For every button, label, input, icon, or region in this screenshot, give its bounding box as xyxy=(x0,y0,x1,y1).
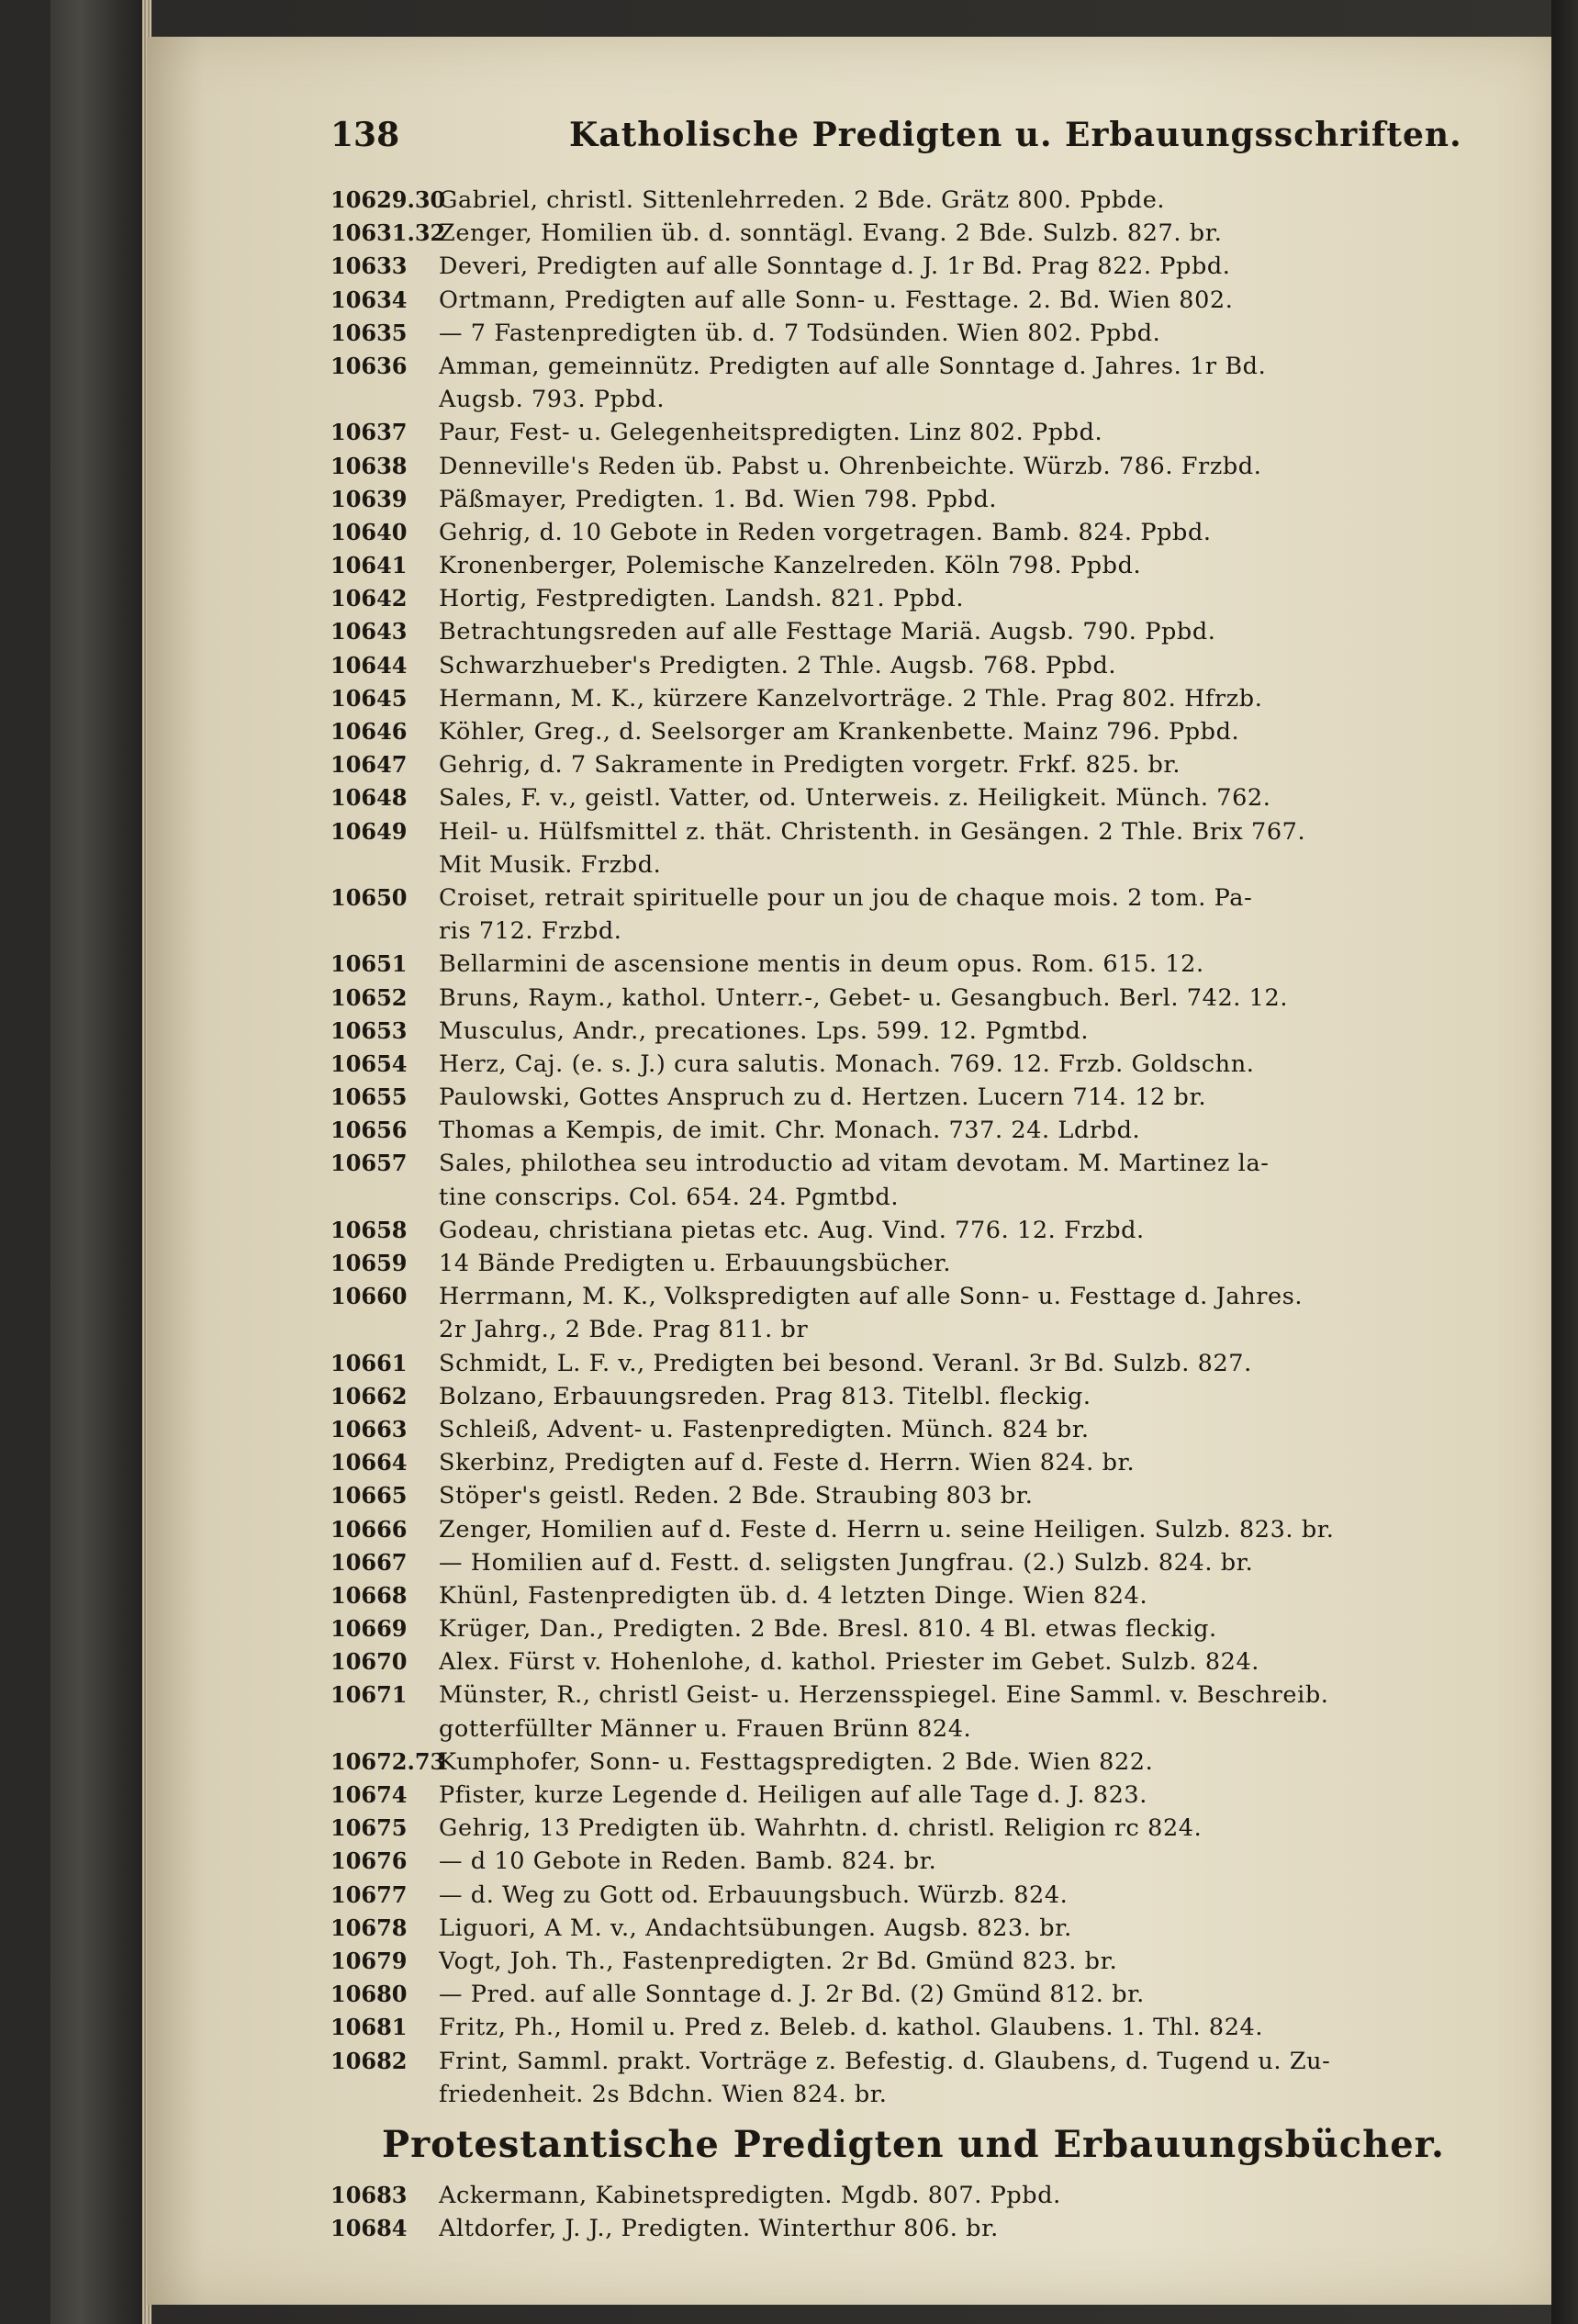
entry-text: Schleiß, Advent- u. Fastenpredigten. Münch. 824 br. xyxy=(439,1415,1090,1443)
entry-number: 10657 xyxy=(330,1150,408,1177)
entry-text: Bolzano, Erbauungsreden. Prag 813. Titelbl. fleckig. xyxy=(439,1382,1091,1410)
catalog-entry xyxy=(330,383,1460,416)
catalog-entry xyxy=(330,516,1460,549)
entry-number: 10641 xyxy=(330,552,408,579)
entry-number: 10675 xyxy=(330,1814,408,1842)
entry-text: Gehrig, d. 10 Gebote in Reden vorgetragen. Bamb. 824. Ppbd. xyxy=(439,518,1212,546)
entry-text: Schwarzhueber's Predigten. 2 Thle. Augsb. 768. Ppbd. xyxy=(439,651,1117,679)
entry-number: 10653 xyxy=(330,1016,408,1044)
catalog-entry xyxy=(330,781,1460,814)
entry-text: Kronenberger, Polemische Kanzelreden. Köln 798. Ppbd. xyxy=(439,552,1142,580)
catalog-entry xyxy=(330,649,1460,682)
catalog-entry xyxy=(330,1147,1460,1180)
catalog-entry xyxy=(330,815,1460,848)
catalog-entry xyxy=(330,416,1460,449)
catalog-entry xyxy=(330,1081,1460,1114)
entry-text: Fritz, Ph., Homil u. Pred z. Beleb. d. kathol. Glaubens. 1. Thl. 824. xyxy=(439,2014,1264,2042)
entry-text: Altdorfer, J. J., Predigten. Winterthur 806. br. xyxy=(439,2215,999,2243)
catalog-entry xyxy=(330,1347,1460,1380)
catalog-entries xyxy=(330,184,1460,2245)
entry-text: Münster, R., christl Geist- u. Herzensspiegel. Eine Samml. v. Beschreib. xyxy=(439,1681,1329,1710)
entry-text: — 7 Fastenpredigten üb. d. 7 Todsünden. Wien 802. Ppbd. xyxy=(439,319,1161,347)
entry-text: Amman, gemeinnütz. Predigten auf alle Sonntage d. Jahres. 1r Bd. xyxy=(439,352,1267,380)
entry-text: 14 Bände Predigten u. Erbauungsbücher. xyxy=(439,1250,952,1277)
entry-text: Pfister, kurze Legende d. Heiligen auf alle Tage d. J. 823. xyxy=(439,1781,1147,1809)
catalog-entry xyxy=(330,982,1460,1015)
book-spine xyxy=(50,0,151,2324)
entry-number: 10648 xyxy=(330,784,408,812)
entry-text: Skerbinz, Predigten auf d. Feste d. Herrn. Wien 824. br. xyxy=(439,1449,1136,1477)
entry-number: 10638 xyxy=(330,452,408,479)
entry-number: 10651 xyxy=(330,950,408,978)
page-number: 138 xyxy=(330,116,400,154)
entry-text: Schmidt, L. F. v., Predigten bei besond. Veranl. 3r Bd. Sulzb. 827. xyxy=(439,1349,1252,1377)
catalog-entry xyxy=(330,715,1460,748)
entry-number: 10672.73 xyxy=(330,1747,446,1775)
entry-text: Vogt, Joh. Th., Fastenpredigten. 2r Bd. Gmünd 823. br. xyxy=(439,1947,1118,1975)
entry-number: 10643 xyxy=(330,618,408,646)
entry-number: 10642 xyxy=(330,585,408,612)
entry-number: 10681 xyxy=(330,2014,408,2041)
entry-text: Denneville's Reden üb. Pabst u. Ohrenbeichte. Würzb. 786. Frzbd. xyxy=(439,452,1262,480)
entry-text: Bruns, Raym., kathol. Unterr.-, Gebet- u. Gesangbuch. Berl. 742. 12. xyxy=(439,983,1289,1012)
catalog-entry xyxy=(330,748,1460,781)
entry-number: 10661 xyxy=(330,1349,408,1376)
catalog-entry xyxy=(330,350,1460,383)
entry-text: Heil- u. Hülfsmittel z. thät. Christenth. in Gesängen. 2 Thle. Brix 767. xyxy=(439,817,1306,846)
entry-text: Frint, Samml. prakt. Vorträge z. Befestig. d. Glaubens, d. Tugend u. Zu- xyxy=(439,2047,1331,2075)
entry-text: Paur, Fest- u. Gelegenheitspredigten. Linz 802. Ppbd. xyxy=(439,419,1103,447)
entry-number: 10670 xyxy=(330,1648,408,1676)
entry-number: 10667 xyxy=(330,1548,408,1576)
catalog-entry xyxy=(330,317,1460,350)
entry-text: Köhler, Greg., d. Seelsorger am Krankenbette. Mainz 796. Ppbd. xyxy=(439,718,1240,746)
entry-number: 10683 xyxy=(330,2181,408,2208)
page-header xyxy=(174,110,1496,165)
entry-number: 10669 xyxy=(330,1615,408,1643)
entry-text: Gehrig, 13 Predigten üb. Wahrhtn. d. christl. Religion rc 824. xyxy=(439,1814,1203,1843)
catalog-entry xyxy=(330,1812,1460,1845)
catalog-entry xyxy=(330,2045,1460,2078)
entry-number: 10647 xyxy=(330,751,408,779)
entry-number: 10650 xyxy=(330,883,408,911)
entry-text: Herz, Caj. (e. s. J.) cura salutis. Monach. 769. 12. Frzb. Goldschn. xyxy=(439,1050,1255,1078)
catalog-entry xyxy=(330,848,1460,881)
entry-text: Augsb. 793. Ppbd. xyxy=(439,386,666,414)
entry-number: 10680 xyxy=(330,1981,408,2008)
entry-text: Bellarmini de ascensione mentis in deum opus. Rom. 615. 12. xyxy=(439,950,1204,979)
catalog-entry xyxy=(330,2011,1460,2044)
page-content xyxy=(174,101,1496,2243)
entry-number: 10639 xyxy=(330,485,408,512)
entry-number: 10663 xyxy=(330,1415,408,1443)
entry-text: Päßmayer, Predigten. 1. Bd. Wien 798. Ppbd. xyxy=(439,485,998,513)
entry-text: Sales, F. v., geistl. Vatter, od. Unterweis. z. Heiligkeit. Münch. 762. xyxy=(439,784,1271,813)
section-heading: Protestantische Predigten und Erbauungsbücher. xyxy=(382,2123,1445,2167)
entry-text: Musculus, Andr., precationes. Lps. 599. 12. Pgmtbd. xyxy=(439,1016,1090,1045)
entry-text: — d. Weg zu Gott od. Erbauungsbuch. Würzb. 824. xyxy=(439,1881,1069,1909)
catalog-entry xyxy=(330,1380,1460,1413)
entry-text: Ortmann, Predigten auf alle Sonn- u. Festtage. 2. Bd. Wien 802. xyxy=(439,286,1234,314)
entry-number: 10637 xyxy=(330,419,408,446)
entry-text: Hermann, M. K., kürzere Kanzelvorträge. 2 Thle. Prag 802. Hfrzb. xyxy=(439,684,1263,713)
entry-number: 10665 xyxy=(330,1482,408,1510)
entry-number: 10677 xyxy=(330,1881,408,1908)
catalog-entry xyxy=(330,1579,1460,1612)
entry-number: 10645 xyxy=(330,684,408,712)
catalog-entry xyxy=(330,1181,1460,1214)
page-edge-shadow xyxy=(1551,0,1578,2324)
entry-text: Zenger, Homilien auf d. Feste d. Herrn u. seine Heiligen. Sulzb. 823. br. xyxy=(439,1515,1335,1544)
catalog-entry xyxy=(330,1479,1460,1512)
entry-text: Khünl, Fastenpredigten üb. d. 4 letzten Dinge. Wien 824. xyxy=(439,1581,1148,1610)
entry-number: 10634 xyxy=(330,286,408,313)
catalog-entry xyxy=(330,1712,1460,1746)
catalog-entry xyxy=(330,1845,1460,1878)
catalog-entry xyxy=(330,483,1460,516)
entry-text: Ackermann, Kabinetspredigten. Mgdb. 807. Ppbd. xyxy=(439,2181,1061,2209)
catalog-entry xyxy=(330,881,1460,915)
entry-number: 10659 xyxy=(330,1250,408,1276)
catalog-entry xyxy=(330,184,1460,217)
catalog-entry xyxy=(330,1015,1460,1048)
catalog-entry xyxy=(330,1446,1460,1479)
entry-number: 10682 xyxy=(330,2047,408,2074)
entry-text: Alex. Fürst v. Hohenlohe, d. kathol. Priester im Gebet. Sulzb. 824. xyxy=(439,1648,1260,1677)
entry-text: Liguori, A M. v., Andachtsübungen. Augsb. 823. br. xyxy=(439,1914,1072,1942)
catalog-entry xyxy=(330,1746,1460,1779)
catalog-entry xyxy=(330,1048,1460,1081)
catalog-entry xyxy=(330,217,1460,250)
entry-text: — Pred. auf alle Sonntage d. J. 2r Bd. (2) Gmünd 812. br. xyxy=(439,1981,1145,2009)
entry-number: 10631.32 xyxy=(330,219,446,247)
entry-text: Gabriel, christl. Sittenlehrreden. 2 Bde. Grätz 800. Ppbde. xyxy=(439,186,1166,214)
entry-number: 10636 xyxy=(330,352,408,379)
entry-number: 10678 xyxy=(330,1914,408,1941)
entry-text: Kumphofer, Sonn- u. Festtagspredigten. 2 Bde. Wien 822. xyxy=(439,1747,1154,1776)
catalog-entry xyxy=(330,915,1460,948)
catalog-entry xyxy=(330,250,1460,283)
entry-number: 10655 xyxy=(330,1083,408,1111)
catalog-entry xyxy=(330,2078,1460,2111)
catalog-entry xyxy=(330,450,1460,483)
entry-text: Betrachtungsreden auf alle Festtage Mariä. Augsb. 790. Ppbd. xyxy=(439,618,1216,646)
catalog-entry xyxy=(330,682,1460,715)
entry-number: 10633 xyxy=(330,253,408,280)
entry-text: — Homilien auf d. Festt. d. seligsten Jungfrau. (2.) Sulzb. 824. br. xyxy=(439,1548,1254,1577)
entry-text: Hortig, Festpredigten. Landsh. 821. Ppbd. xyxy=(439,585,965,613)
entry-number: 10668 xyxy=(330,1581,408,1609)
entry-text: Croiset, retrait spirituelle pour un jou de chaque mois. 2 tom. Pa- xyxy=(439,883,1253,912)
catalog-entry xyxy=(330,1280,1460,1313)
catalog-entry xyxy=(330,2179,1460,2212)
entry-number: 10629.30 xyxy=(330,186,446,213)
entry-number: 10676 xyxy=(330,1847,408,1875)
entry-text: Mit Musik. Frzbd. xyxy=(439,850,662,879)
entry-number: 10649 xyxy=(330,817,408,845)
running-title: Katholische Predigten u. Erbauungsschriften. xyxy=(569,116,1462,154)
catalog-entry xyxy=(330,1879,1460,1912)
entry-text: Gehrig, d. 7 Sakramente in Predigten vorgetr. Frkf. 825. br. xyxy=(439,751,1181,780)
entry-text: Sales, philothea seu introductio ad vitam devotam. M. Martinez la- xyxy=(439,1150,1270,1178)
entry-number: 10658 xyxy=(330,1216,408,1243)
catalog-entry xyxy=(330,1645,1460,1678)
catalog-entry xyxy=(330,948,1460,981)
entry-number: 10662 xyxy=(330,1382,408,1409)
entry-number: 10635 xyxy=(330,319,408,346)
entry-text: Zenger, Homilien üb. d. sonntägl. Evang. 2 Bde. Sulzb. 827. br. xyxy=(439,219,1223,248)
entry-number: 10679 xyxy=(330,1947,408,1974)
entry-text: ris 712. Frzbd. xyxy=(439,917,622,946)
catalog-entry xyxy=(330,1912,1460,1945)
entry-text: Thomas a Kempis, de imit. Chr. Monach. 737. 24. Ldrbd. xyxy=(439,1117,1141,1145)
entry-text: Stöper's geistl. Reden. 2 Bde. Straubing 803 br. xyxy=(439,1482,1034,1510)
entry-text: Krüger, Dan., Predigten. 2 Bde. Bresl. 810. 4 Bl. etwas fleckig. xyxy=(439,1615,1217,1644)
entry-text: Paulowski, Gottes Anspruch zu d. Hertzen. Lucern 714. 12 br. xyxy=(439,1083,1207,1112)
entry-text: friedenheit. 2s Bdchn. Wien 824. br. xyxy=(439,2080,888,2108)
catalog-entry xyxy=(330,1978,1460,2011)
catalog-entry xyxy=(330,1313,1460,1346)
catalog-entry xyxy=(330,1413,1460,1446)
catalog-entry xyxy=(330,284,1460,317)
catalog-entry xyxy=(330,2212,1460,2245)
entry-text: Godeau, christiana pietas etc. Aug. Vind. 776. 12. Frzbd. xyxy=(439,1216,1145,1244)
entry-number: 10684 xyxy=(330,2215,408,2242)
entry-text: 2r Jahrg., 2 Bde. Prag 811. br xyxy=(439,1316,809,1344)
entry-number: 10671 xyxy=(330,1681,408,1709)
catalog-entry xyxy=(330,1247,1460,1280)
catalog-entry xyxy=(330,615,1460,648)
entry-text: tine conscrips. Col. 654. 24. Pgmtbd. xyxy=(439,1183,900,1211)
entry-number: 10660 xyxy=(330,1283,408,1310)
catalog-entry xyxy=(330,1779,1460,1812)
entry-text: Herrmann, M. K., Volkspredigten auf alle Sonn- u. Festtage d. Jahres. xyxy=(439,1283,1304,1311)
entry-text: — d 10 Gebote in Reden. Bamb. 824. br. xyxy=(439,1847,937,1876)
catalog-entry xyxy=(330,1678,1460,1712)
entry-number: 10674 xyxy=(330,1781,408,1808)
entry-text: Deveri, Predigten auf alle Sonntage d. J. 1r Bd. Prag 822. Ppbd. xyxy=(439,253,1231,281)
catalog-entry xyxy=(330,1945,1460,1978)
entry-number: 10666 xyxy=(330,1515,408,1543)
catalog-entry xyxy=(330,1612,1460,1645)
catalog-entry xyxy=(330,1214,1460,1247)
catalog-entry xyxy=(330,1546,1460,1579)
entry-number: 10652 xyxy=(330,983,408,1011)
catalog-entry xyxy=(330,1114,1460,1147)
catalog-entry xyxy=(330,549,1460,582)
entry-number: 10640 xyxy=(330,518,408,545)
entry-number: 10654 xyxy=(330,1050,408,1077)
entry-number: 10656 xyxy=(330,1117,408,1144)
entry-text: gotterfüllter Männer u. Frauen Brünn 824. xyxy=(439,1714,972,1743)
entry-number: 10664 xyxy=(330,1449,408,1476)
catalog-entry xyxy=(330,582,1460,615)
entry-number: 10644 xyxy=(330,651,408,679)
entry-number: 10646 xyxy=(330,718,408,745)
catalog-entry xyxy=(330,1513,1460,1546)
